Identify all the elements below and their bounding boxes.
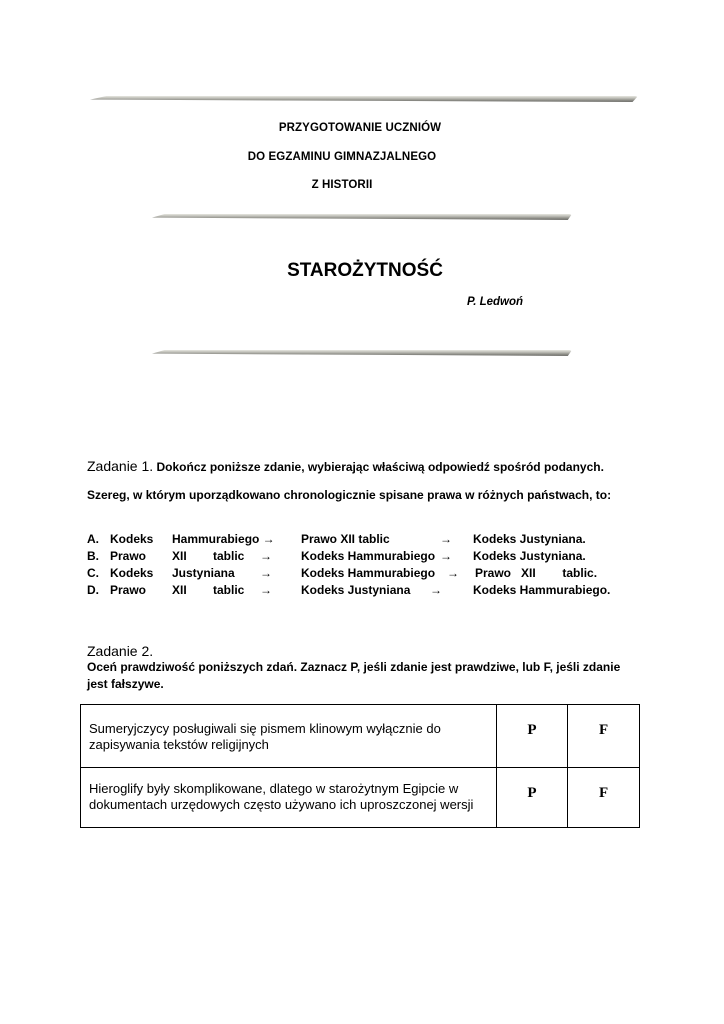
- option-law-2: Kodeks Hammurabiego: [301, 566, 436, 580]
- option-law-3: Kodeks Justyniana.: [473, 532, 586, 546]
- header-line-1: PRZYGOTOWANIE UCZNIÓW: [278, 122, 442, 134]
- option-word: Prawo: [110, 583, 147, 597]
- arrow: →: [440, 532, 452, 546]
- header-divider: [152, 214, 572, 220]
- option-letter: A.: [87, 532, 99, 546]
- task1-instruction: Dokończ poniższe zdanie, wybierając właściwą odpowiedź spośród podanych.: [156, 460, 604, 474]
- mark-true[interactable]: P: [496, 768, 568, 828]
- title-divider: [152, 350, 572, 356]
- task1-question: Szereg, w którym uporządkowano chronologicznie spisane prawa w różnych państwach, to:: [87, 488, 612, 502]
- option-word: Justyniana: [172, 566, 235, 580]
- author: P. Ledwoń: [467, 296, 524, 308]
- header-line-3: Z HISTORII: [311, 179, 373, 191]
- option-letter: C.: [87, 566, 99, 580]
- mark-true[interactable]: P: [496, 705, 568, 768]
- top-divider: [90, 96, 638, 102]
- true-false-table: [80, 704, 640, 828]
- mark-false[interactable]: F: [568, 768, 640, 828]
- statement: Sumeryjczycy posługiwali się pismem klinowym wyłącznie do zapisywania tekstów religijnych: [81, 705, 497, 768]
- arrow: →: [260, 549, 272, 563]
- table-row: [81, 768, 640, 828]
- arrow: →: [447, 566, 459, 580]
- option-word: Prawo: [110, 549, 147, 563]
- option-law-3: Kodeks Justyniana.: [473, 549, 586, 563]
- statement: Hieroglify były skomplikowane, dlatego w starożytnym Egipcie w dokumentach urzędowych często używano ich uproszczonej wersji: [81, 768, 497, 828]
- option-law-3: Kodeks Hammurabiego.: [473, 583, 611, 597]
- page-title: STAROŻYTNOŚĆ: [287, 260, 443, 281]
- option-word: Kodeks: [110, 532, 154, 546]
- option-word: XII: [172, 549, 187, 563]
- task2-label: Zadanie 2.: [87, 643, 154, 659]
- option-law-2: Prawo XII tablic: [301, 532, 390, 546]
- option-law-2: Kodeks Hammurabiego: [301, 549, 436, 563]
- header-line-2: DO EGZAMINU GIMNAZJALNEGO: [247, 151, 437, 163]
- option-word: Kodeks: [110, 566, 154, 580]
- arrow: →: [260, 583, 272, 597]
- task1-label: Zadanie 1.: [87, 458, 154, 474]
- option-letter: B.: [87, 549, 99, 563]
- task2-instruction-line-2: jest fałszywe.: [87, 677, 164, 691]
- option-letter: D.: [87, 583, 99, 597]
- arrow: →: [260, 566, 272, 580]
- option-word: Hammurabiego →: [172, 532, 275, 546]
- table-row: [81, 705, 640, 768]
- arrow: →: [430, 583, 442, 597]
- option-law-3: Prawo XII tablic.: [475, 566, 598, 580]
- option-word: tablic: [213, 583, 245, 597]
- option-word: tablic: [213, 549, 245, 563]
- arrow: →: [440, 549, 452, 563]
- option-law-2: Kodeks Justyniana: [301, 583, 411, 597]
- task1-heading: [87, 458, 604, 474]
- mark-false[interactable]: F: [568, 705, 640, 768]
- task2-instruction-line-1: Oceń prawdziwość poniższych zdań. Zaznacz P, jeśli zdanie jest prawdziwe, lub F, jeśli zdanie: [87, 660, 621, 674]
- option-word: XII: [172, 583, 187, 597]
